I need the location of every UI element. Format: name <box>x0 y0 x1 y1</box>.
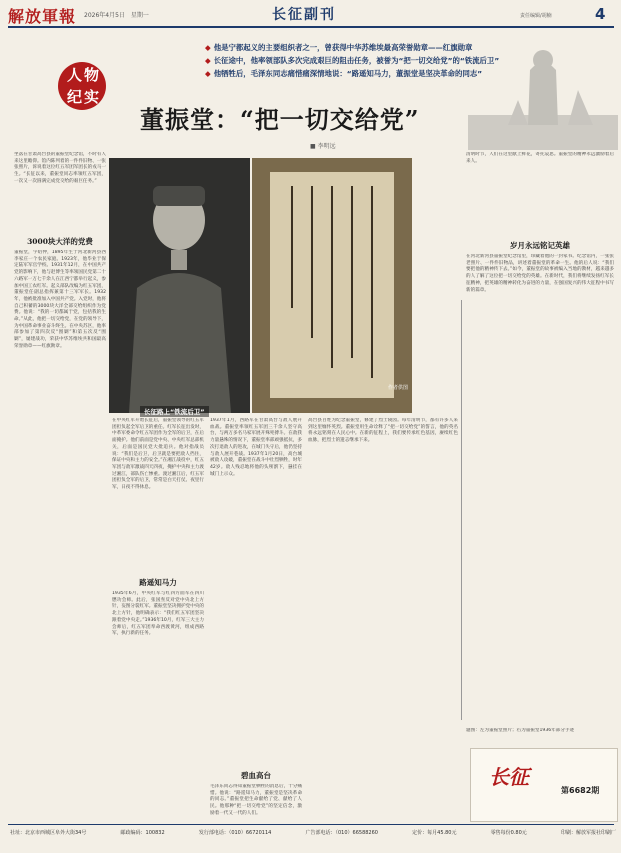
byline: ■ 李明远 <box>310 143 336 150</box>
summary-item: ◆ 他牺牲后，毛泽东同志痛惜痛深情地说：“路遥知马力，董振堂是坚决革命的同志” <box>205 69 483 78</box>
subheading-remember: 岁月永远铭记英雄 <box>510 241 570 250</box>
page-number: 4 <box>595 5 606 23</box>
diamond-bullet-icon: ◆ <box>205 56 211 65</box>
photo-caption: 长征路上“铁流后卫” <box>140 406 209 417</box>
footer-retail-price: 零售每份0.80元 <box>490 830 527 836</box>
article-column-3: 1937年1月，西路军在甘肃高台与敌人展开血战。董振堂率领红五军团三千余人坚守高台，与两万多名马家军展开殊死搏斗。在敌我力量悬殊的情况下，董振堂率部顽强抵抗，多次打退敌人的进攻，在城门失守后，他仍坚持与敌人展开巷战。1937年1月20日，高台城被敌人攻破，董振堂在战斗中壮烈牺牲，时年42岁。敌人残忍地将他的头颅割下，悬挂在城门上示众。 <box>210 418 302 477</box>
handwriting-photo <box>252 158 412 413</box>
summary-item: ◆ 他是宁都起义的主要组织者之一，曾获得中华苏维埃最高荣誉勋章——红旗勋章 <box>205 43 473 52</box>
manuscript-icon <box>252 158 412 413</box>
column-badge <box>56 58 110 118</box>
subheading-gaotai: 碧血高台 <box>241 771 271 780</box>
article-column-2: 在中央红军开始长征后，董振堂领导的红五军团担负起全军后卫的重任。红军长征出发时，中革军委命令红五军团作为全军的后卫，在后面掩护。他们前面是党中央、中央红军总部机关，后面是国民党大批追兵。他对指战员说：“我们是后卫，后卫就是要把敌人挡住，保证中央和主力的安全。”在湘江战役中，红五军团与敌军激战四天四夜，掩护中央和主力渡过湘江，部队伤亡惨重。渡过湘江后，红五军团担负全军的后卫，常常是白天打仗、夜里行军，日夜不得休息。 <box>112 418 204 491</box>
footer-ad-phone: 广告部电话：（010）66588260 <box>305 830 378 836</box>
intro-text: 坐落在甘肃高台县的董振堂纪念馆，不时有人来这里瞻仰。馆内陈列着的一件件旧物、一张张照片，诉说着这位红五军团军团长的戎马一生。“长征以来，董振堂同志率领红五军团，一次又一次圆满完成党交给的艰巨任务。” <box>14 152 106 184</box>
footer-printer: 印刷：解放军报社印刷厂 <box>560 830 616 836</box>
issue-number: 第6682期 <box>561 786 600 795</box>
article-headline: 董振堂：“把一切交给党” <box>140 105 420 134</box>
article-column-4: 高台县百姓为纪念董振堂，修建了烈士陵园。每年清明节，都有许多人来到这里缅怀英烈。董振堂用生命诠释了“把一切交给党”的誓言，他的英名将永远铭刻在人民心中。在新的征程上，我们要传承红色基因，赓续红色血脉，把烈士的遗志继承下来。 <box>308 418 458 444</box>
summary-item: ◆ 长征途中，他率领部队多次完成艰巨的阻击任务，被誉为“把一切交给党”的“铁流后卫” <box>205 56 500 65</box>
section-title: 长征副刊 <box>272 7 336 23</box>
diamond-bullet-icon: ◆ <box>205 69 211 78</box>
portrait-figure-icon <box>109 158 250 413</box>
masthead <box>0 0 621 26</box>
footer-price: 定价：每月45.80元 <box>412 830 457 836</box>
subheading-party-dues: 3000块大洋的党费 <box>27 237 93 246</box>
article-column-5: 在河北新河县董振堂纪念馆里，珍藏着他的一封家书。纪念馆内，一张张老照片、一件件旧物品，讲述着董振堂的革命一生。他的后人说：“我们要把他的精神传下去。”如今，董振堂的故事被编入当地的教材，越来越多的人了解了这位把一切交给党的英雄。在新时代，我们将继续发扬红军长征精神，把英雄的精神转化为奋进的力量，在强国复兴的伟大征程中书写新的篇章。 <box>466 254 614 293</box>
newspaper-logo: 解放軍報 <box>8 7 77 26</box>
diamond-bullet-icon: ◆ <box>205 43 211 52</box>
article-column-3-cont: 毛泽东同志得知董振堂牺牲的消息后，十分痛惜。他说：“路遥知马力，董振堂是坚决革命的同志。”董振堂把生命献给了党、献给了人民。他那种“把一切交给党”的坚定信念，激励着一代又一代的人们。 <box>210 784 302 815</box>
summary-list <box>205 41 605 80</box>
editor-credit: 责任编辑/胡楠 <box>520 13 552 19</box>
photo-credit: 作者供图 <box>388 385 409 391</box>
footer-postcode: 邮政编码：100832 <box>120 830 165 836</box>
changzheng-stamp: 长征 <box>489 765 529 789</box>
footer-distribution-phone: 发行部电话：（010）66720114 <box>198 830 272 836</box>
issue-date: 2026年4月5日 星期一 <box>84 12 149 19</box>
article-column-1: 董振堂，字绍仲，1895年生于河北新河县西李家庄一个农民家庭。1923年，他毕业于保定陆军军官学校。1931年12月，在中国共产党的影响下，他与赵博生等率领国民党第二十六路军一万七千余人在江西宁都举行起义，参加中国工农红军。起义部队改编为红五军团，董振堂任副总指挥兼第十三军军长。1932年，他被批准加入中国共产党。入党时，他将自己积蓄的3000块大洋全部交给组织作为党费。他说：“我的一切都属于党，包括我的生命。”从此，他把一切交给党，在党的领导下，为中国革命事业奋斗终生。在中央苏区，他率部参加了第四次反“围剿”和第五次反“围剿”，屡建战功，荣获中华苏维埃共和国最高荣誉勋章——红旗勋章。 <box>14 250 106 349</box>
issue-stamp-box <box>470 748 618 822</box>
image-note: 题图：左为董振堂照片；右为董振堂1936年部分手迹 <box>466 728 575 733</box>
article-column-2-cont: 1935年6月，中央红军与红四方面军在四川懋功会师。此后，张国焘反对党中央北上方针，妄图分裂红军。董振堂坚决拥护党中央的北上方针，他明确表示：“我们红五军团坚决跟着党中央走。”1936年10月，红军三大主力会师后，红五军团奉命西渡黄河，组成西路军，执行新的任务。 <box>112 591 204 637</box>
column-badge-label: 人物纪实 <box>66 66 101 106</box>
article-column-5-intro: 清明时节，人们在这里献上鲜花，寄托哀思。董振堂的精神永远激励着后来人。 <box>466 152 614 164</box>
column-divider <box>461 300 462 720</box>
header-rule <box>8 26 614 28</box>
footer-rule <box>8 824 614 825</box>
footer-address: 社址：北京市西城区阜外大街34号 <box>10 830 87 836</box>
footer <box>10 829 616 836</box>
portrait-photo <box>109 158 250 413</box>
subheading-road: 路遥知马力 <box>139 578 177 587</box>
